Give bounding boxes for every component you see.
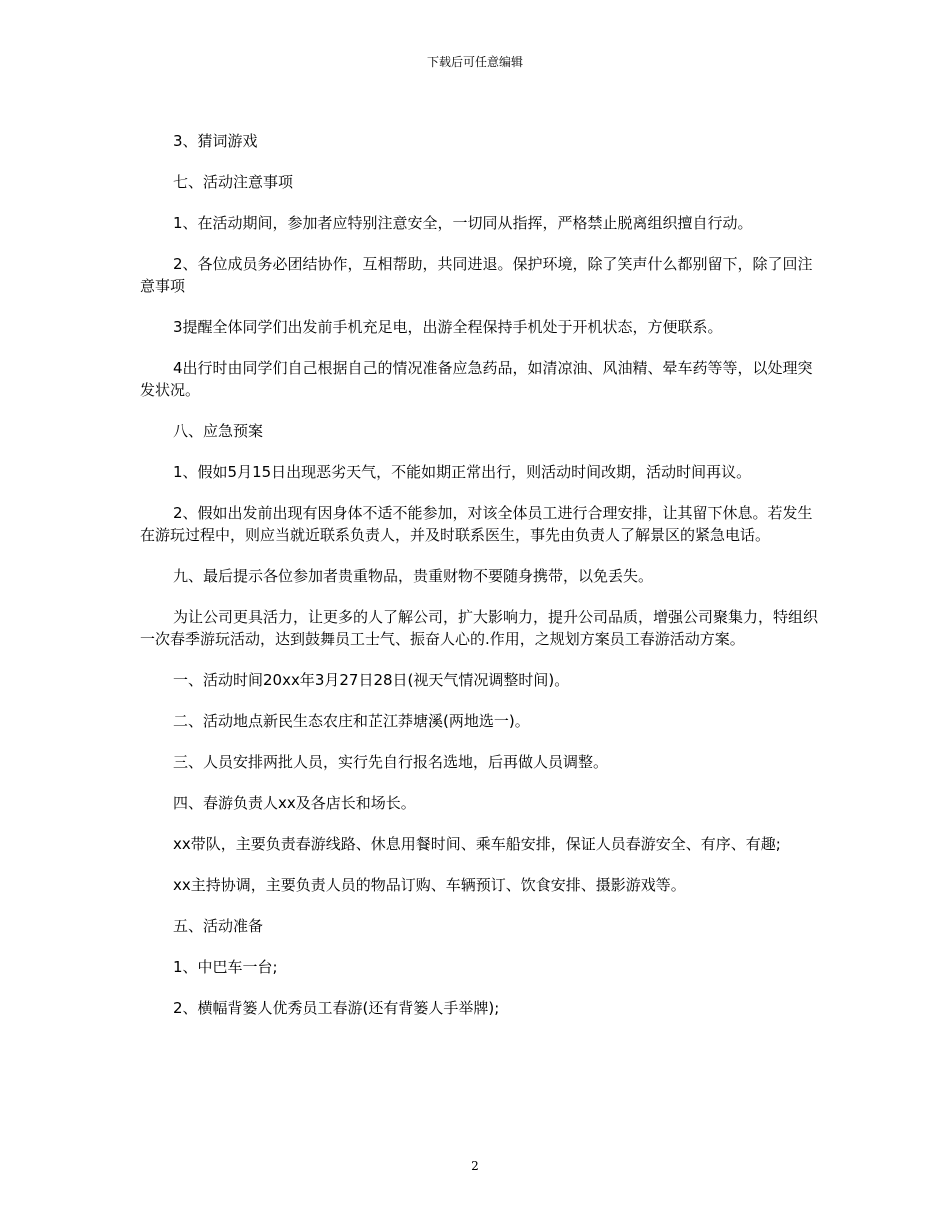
paragraph-note-1: 1、在活动期间，参加者应特别注意安全，一切同从指挥，严格禁止脱离组织擅自行动。 — [173, 214, 753, 232]
paragraph-coordinator: xx主持协调，主要负责人员的物品订购、车辆预订、饮食安排、摄影游戏等。 — [173, 876, 686, 894]
paragraph-final-reminder: 九、最后提示各位参加者贵重物品，贵重财物不要随身携带，以免丢失。 — [173, 567, 654, 585]
paragraph-activity-time: 一、活动时间20xx年3月27日28日(视天气情况调整时间)。 — [173, 671, 570, 689]
heading-activity-preparation: 五、活动准备 — [173, 917, 264, 935]
page-header-note: 下载后可任意编辑 — [426, 55, 523, 69]
paragraph-prep-1: 1、中巴车一台; — [173, 958, 278, 976]
heading-activity-notes: 七、活动注意事项 — [173, 173, 294, 191]
paragraph-emergency-1: 1、假如5月15日出现恶劣天气，不能如期正常出行，则活动时间改期，活动时间再议。 — [173, 463, 752, 481]
paragraph-note-3: 3提醒全体同学们出发前手机充足电，出游全程保持手机处于开机状态，方便联系。 — [173, 318, 723, 336]
paragraph-emergency-2: 2、假如出发前出现有因身体不适不能参加，对该全体员工进行合理安排，让其留下休息。若发生在游玩过程中，则应当就近联系负责人，并及时联系医生，事先由负责人了解景区的紧急电话。 — [140, 504, 813, 544]
paragraph-note-4: 4出行时由同学们自己根据自己的情况准备应急药品，如清凉油、风油精、晕车药等等，以处理突发状况。 — [140, 359, 813, 399]
heading-emergency-plan: 八、应急预案 — [173, 422, 264, 440]
paragraph-staff-arrangement: 三、人员安排两批人员，实行先自行报名选地，后再做人员调整。 — [173, 753, 609, 771]
paragraph-team-leader: xx带队，主要负责春游线路、休息用餐时间、乘车船安排，保证人员春游安全、有序、有趣; — [173, 835, 781, 853]
paragraph-plan-intro: 为让公司更具活力，让更多的人了解公司，扩大影响力，提升公司品质，增强公司聚集力，特组织一次春季游玩活动，达到鼓舞员工士气、振奋人心的.作用，之规划方案员工春游活动方案。 — [140, 608, 819, 648]
document-body — [140, 130, 824, 1038]
paragraph-note-2: 2、各位成员务必团结协作，互相帮助，共同进退。保护环境，除了笑声什么都别留下，除了回注意事项 — [140, 255, 813, 295]
paragraph-prep-2: 2、横幅背篓人优秀员工春游(还有背篓人手举牌); — [173, 999, 500, 1017]
paragraph-person-in-charge: 四、春游负责人xx及各店长和场长。 — [173, 794, 416, 812]
page-number: 2 — [471, 1159, 479, 1173]
paragraph-activity-location: 二、活动地点新民生态农庄和芷江莽塘溪(两地选一)。 — [173, 712, 530, 730]
paragraph-guess-word-game: 3、猜词游戏 — [173, 132, 258, 150]
